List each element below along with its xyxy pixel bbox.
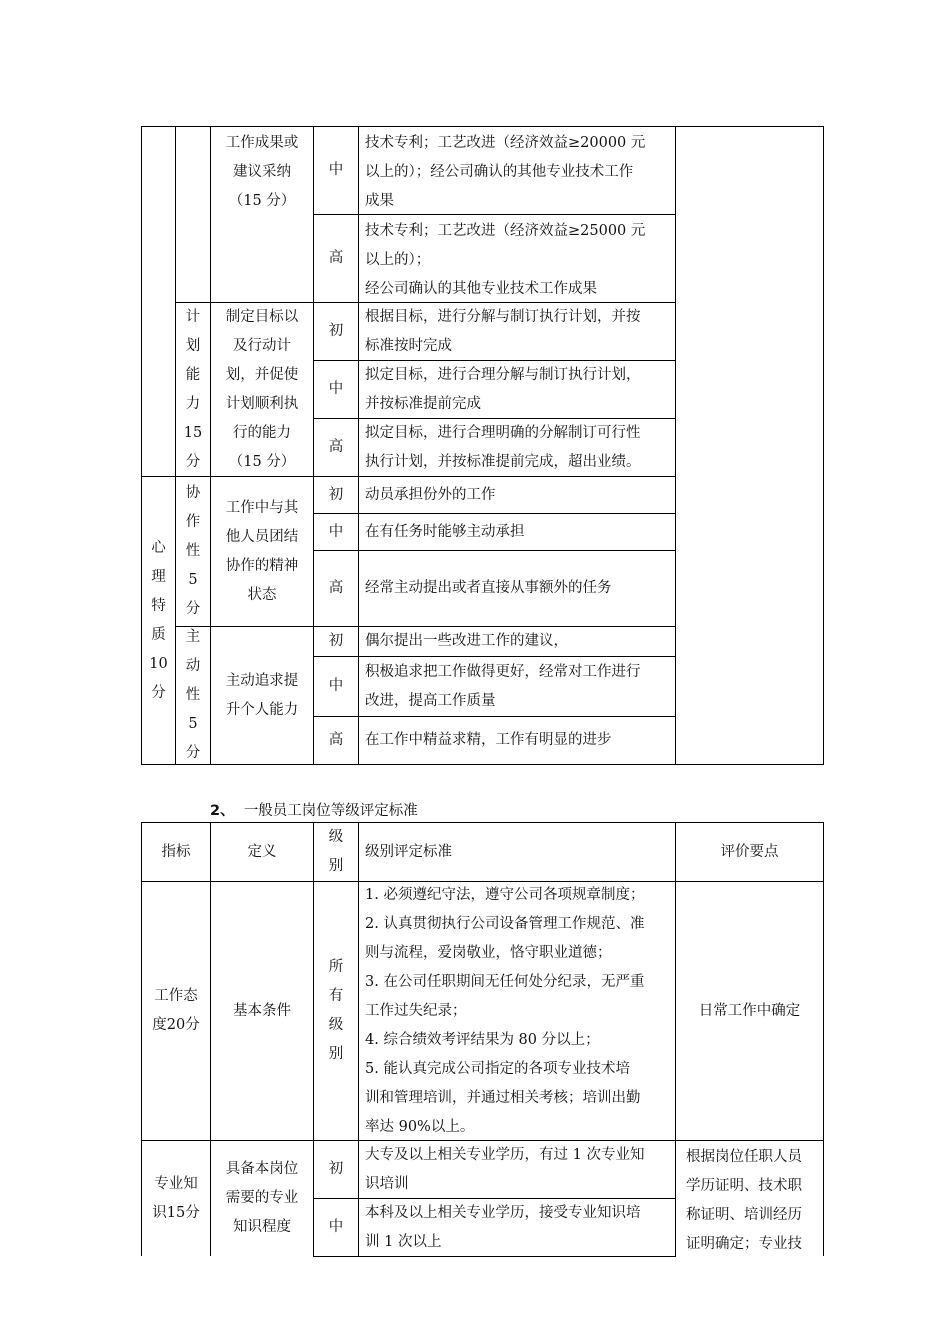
standard-cell: 根据目标，进行分解与制订执行计划，并按 标准按时完成 xyxy=(365,308,641,354)
indicator-cell: 工作态 度20分 xyxy=(152,988,200,1033)
main-indicator-cell: 心 理 特 质 10 分 xyxy=(149,539,168,701)
standard-cell: 在有任务时能够主动承担 xyxy=(365,523,525,540)
header-indicator: 指标 xyxy=(161,843,191,860)
level-cell: 中 xyxy=(328,523,344,540)
level-cell: 高 xyxy=(328,250,344,266)
standard-cell: 技术专利；工艺改进（经济效益≥25000 元 以上的）； 经公司确认的其他专业技术工作成果 xyxy=(365,223,646,297)
standard-cell: 1. 必须遵纪守法，遵守公司各项规章制度； 2. 认真贯彻执行公司设备管理工作规范、准 则与流程，爱岗敬业，恪守职业道德； 3. 在公司任职期间无任何处分纪录，无严重 工作过失纪录； 4. 综合绩效考评结果为 80 分以上； 5. 能认真完成公司指定的各项专业技术培 训和管理培训，并通过相关考核；培训出勤 率达 90%以上。 xyxy=(365,886,645,1135)
sub-indicator-cell: 主 动 性 5 分 xyxy=(185,629,201,761)
definition-cell: 制定目标以 及行动计 划，并促使 计划顺利执 行的能力 （15 分） xyxy=(225,308,299,470)
standard-cell: 在工作中精益求精，工作有明显的进步 xyxy=(365,732,612,748)
points-cell: 根据岗位任职人员 学历证明、技术职 称证明、培训经历 证明确定；专业技 xyxy=(686,1149,802,1252)
standard-cell: 拟定目标，进行合理分解与制订执行计划， 并按标准提前完成 xyxy=(365,366,641,412)
standard-cell: 拟定目标，进行合理明确的分解制订可行性 执行计划，并按标准提前完成，超出业绩。 xyxy=(365,424,641,470)
definition-cell: 工作中与其 他人员团结 协作的精神 状态 xyxy=(225,499,299,603)
level-cell: 初 xyxy=(328,486,344,503)
header-definition: 定义 xyxy=(247,843,277,860)
level-cell: 初 xyxy=(328,1161,344,1177)
standard-cell: 偶尔提出一些改进工作的建议， xyxy=(365,633,568,649)
section-title: 一般员工岗位等级评定标准 xyxy=(243,803,418,819)
indicator-cell: 专业知 识15分 xyxy=(152,1175,200,1221)
section-heading xyxy=(210,800,418,822)
standard-cell: 本科及以上相关专业学历，接受专业知识培 训 1 次以上 xyxy=(365,1204,641,1250)
definition-cell: 基本条件 xyxy=(233,1002,291,1019)
header-level: 级 别 xyxy=(328,829,344,874)
level-cell: 中 xyxy=(328,678,344,694)
section-number: 2、 xyxy=(210,803,235,819)
standard-cell: 大专及以上相关专业学历，有过 1 次专业知 识培训 xyxy=(365,1146,645,1192)
level-cell: 高 xyxy=(328,439,344,455)
standard-cell: 技术专利；工艺改进（经济效益≥20000 元 以上的）；经公司确认的其他专业技术工作 成果 xyxy=(365,135,646,209)
level-cell: 所 有 级 别 xyxy=(328,959,344,1062)
header-standard: 级别评定标准 xyxy=(365,843,452,860)
level-cell: 中 xyxy=(328,381,344,397)
level-cell: 初 xyxy=(328,633,344,649)
level-cell: 初 xyxy=(328,323,344,339)
sub-indicator-cell: 计 划 能 力 15 分 xyxy=(183,308,203,470)
level-cell: 高 xyxy=(328,580,344,596)
points-cell: 日常工作中确定 xyxy=(698,1002,801,1019)
standard-cell: 积极追求把工作做得更好，经常对工作进行 改进，提高工作质量 xyxy=(365,663,641,709)
definition-cell: 具备本岗位 需要的专业 知识程度 xyxy=(225,1161,299,1235)
level-cell: 高 xyxy=(328,732,344,748)
definition-cell: 主动追求提 升个人能力 xyxy=(225,672,299,718)
level-cell: 中 xyxy=(328,1219,344,1235)
header-points: 评价要点 xyxy=(720,843,779,860)
level-cell: 中 xyxy=(328,162,344,178)
standard-cell: 动员承担份外的工作 xyxy=(365,486,496,503)
standard-cell: 经常主动提出或者直接从事额外的任务 xyxy=(365,580,612,596)
definition-cell: 工作成果或 建议采纳 （15 分） xyxy=(225,135,299,209)
sub-indicator-cell: 协 作 性 5 分 xyxy=(185,485,201,617)
